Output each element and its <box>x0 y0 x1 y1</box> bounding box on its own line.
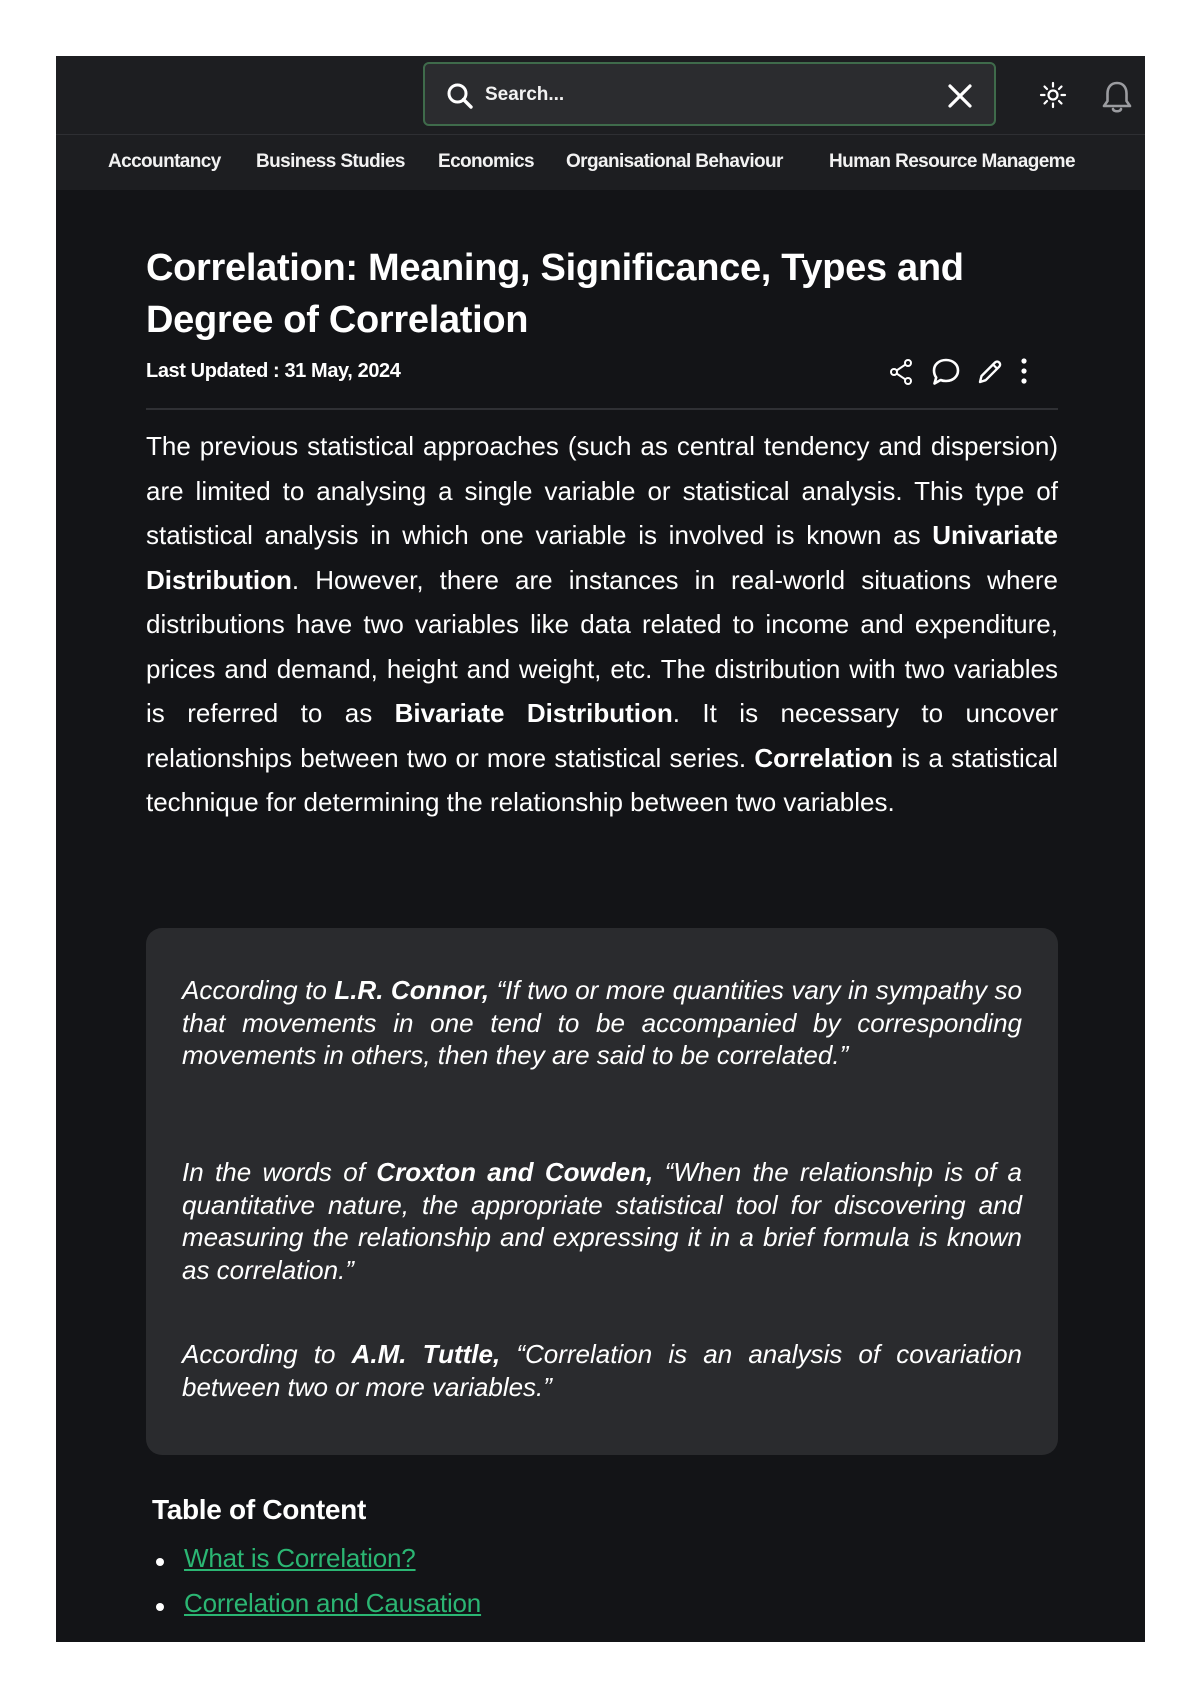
quote-croxton-cowden <box>182 1156 1022 1286</box>
intro-text-1: The previous statistical approaches (such as central tendency and dispersion) are limited to analysing a single variable or statistical analysis. This type of statistical analysis in which one variable is involved is known as <box>146 431 1058 550</box>
article-title <box>146 242 1006 346</box>
more-options-icon[interactable] <box>1019 356 1029 388</box>
toc-link-correlation-and-causation[interactable]: Correlation and Causation <box>184 1588 482 1618</box>
close-icon[interactable] <box>945 81 975 111</box>
share-icon[interactable] <box>888 358 914 386</box>
nav-item-organisational-behaviour[interactable]: Organisational Behaviour <box>566 151 783 172</box>
nav-item-accountancy[interactable]: Accountancy <box>108 151 221 172</box>
intro-text-4: is a statistical technique for determining the relationship between two variables. <box>146 742 1059 817</box>
term-univariate: Univariate Distribution <box>146 520 1058 595</box>
search-icon <box>445 81 475 111</box>
category-nav <box>56 134 1145 190</box>
search-input[interactable] <box>485 77 925 113</box>
definitions-box <box>146 928 1058 1455</box>
quote-prefix: In the words of <box>182 1157 377 1187</box>
nav-item-economics[interactable]: Economics <box>438 151 534 172</box>
quote-author: Croxton and Cowden, <box>376 1157 654 1187</box>
quote-text: “Correlation is an analysis of covariation between two or more variables.” <box>182 1339 1023 1402</box>
nav-item-business-studies[interactable]: Business Studies <box>256 151 405 172</box>
toc-title: Table of Content <box>152 1494 366 1525</box>
search-box[interactable] <box>423 62 996 126</box>
quote-prefix: According to <box>182 1339 352 1369</box>
article-title-line-1: Correlation: Meaning, Significance, Types and <box>146 247 964 289</box>
intro-text-2: . However, there are instances in real-world situations where distributions have two variables like data related to income and expenditure, prices and demand, height and weight, etc. The distribution with two variables is referred to as <box>146 564 1058 728</box>
toc-item <box>152 1585 481 1630</box>
comment-icon[interactable] <box>930 356 962 388</box>
edit-icon[interactable] <box>976 358 1004 386</box>
term-bivariate: Bivariate Distribution <box>394 698 673 728</box>
quote-author: A.M. Tuttle, <box>351 1339 501 1369</box>
sun-icon[interactable] <box>1039 81 1067 109</box>
intro-paragraph <box>146 424 1058 825</box>
toc-item <box>152 1540 481 1585</box>
nav-item-human-resource-management[interactable]: Human Resource Manageme <box>829 151 1075 172</box>
bell-icon[interactable] <box>1100 79 1134 115</box>
term-correlation: Correlation <box>754 742 894 773</box>
toc-link-what-is-correlation[interactable]: What is Correlation? <box>184 1543 416 1573</box>
divider <box>146 408 1058 410</box>
page <box>56 56 1145 1642</box>
quote-text: “If two or more quantities vary in sympathy so that movements in one tend to be accompanied by corresponding movements in others, then they are said to be correlated.” <box>182 975 1022 1070</box>
quote-tuttle <box>182 1338 1022 1403</box>
quote-text: “When the relationship is of a quantitative nature, the appropriate statistical tool for discovering and measuring the relationship and expressing it in a brief formula is known as correlation.” <box>182 1157 1022 1285</box>
intro-text-3: . It is necessary to uncover relationships between two or more statistical series. <box>146 698 1059 773</box>
quote-connor <box>182 974 1022 1072</box>
last-updated: Last Updated : 31 May, 2024 <box>146 360 401 382</box>
quote-author: L.R. Connor, <box>334 975 490 1005</box>
quote-prefix: According to <box>182 975 335 1005</box>
toc-list <box>152 1540 481 1630</box>
article-title-line-2: Degree of Correlation <box>146 299 529 341</box>
top-bar <box>56 56 1145 134</box>
